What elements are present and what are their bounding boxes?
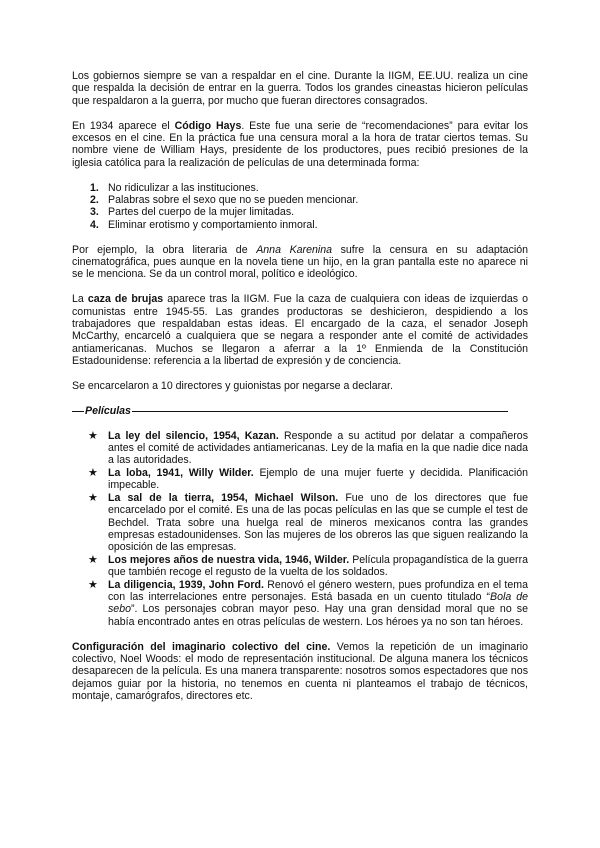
term-caza-de-brujas: caza de brujas <box>87 293 164 306</box>
list-text: No ridiculizar a las instituciones. <box>108 181 259 194</box>
list-item <box>72 194 528 206</box>
list-number: 4. <box>90 218 99 231</box>
star-bullet-icon: ★ <box>88 553 98 566</box>
section-title: Películas <box>85 404 131 417</box>
text-run: La <box>72 293 88 306</box>
film-title: La ley del silencio, 1954, Kazan. <box>108 429 279 442</box>
list-item <box>72 182 528 194</box>
list-number: 2. <box>90 194 99 207</box>
hays-rules-list <box>72 182 528 232</box>
film-item <box>72 554 528 579</box>
list-number: 1. <box>90 181 99 194</box>
film-title: La sal de la tierra, 1954, Michael Wilson. <box>108 491 339 504</box>
text-run: Vemos la repetición de un imaginario colectivo, Noel Woods: el modo de representación institucional. De alguna manera los técnicos desaparecen de la película. Es una manera transparente: nosotros somos espectadores que nos dejamos guiar por la historia, no tenemos en cuenta ni planteamos el trabajo de técnicos, montaje, camarógrafos, directores etc. <box>72 640 528 703</box>
paragraph-hays-code <box>72 120 528 170</box>
star-bullet-icon: ★ <box>88 491 98 504</box>
paragraph-anna-karenina <box>72 244 528 281</box>
paragraph-wartime-cinema: Los gobiernos siempre se van a respaldar en el cine. Durante la IIGM, EE.UU. realiza un cine que respalda la decisión de entrar en la guerra. Todos los grandes cineastas hicieron películas que respaldaron a la guerra, por mucho que fueran directores consagrados. <box>72 70 528 107</box>
film-item <box>72 467 528 492</box>
star-bullet-icon: ★ <box>88 466 98 479</box>
film-item <box>72 579 528 629</box>
list-item <box>72 206 528 218</box>
list-item <box>72 219 528 231</box>
text-run: sufre la censura en su adaptación cinematográfica, pues aunque en la novela tiene un hijo, en la gran pantalla este no aparece ni se le menciona. Se da un control moral, político e ideológico. <box>72 243 529 281</box>
paragraph-collective-imaginary <box>72 641 528 703</box>
paragraph-witch-hunt <box>72 293 528 367</box>
text-run: Por ejemplo, la obra literaria de <box>72 243 257 256</box>
film-description: Fue uno de los directores que fue encarcelado por el comité. Es una de las pocas películas en las que se cumple el test de Bechdel. Trata sobre una huelga real de mineros mexicanos contra las grandes empresas estadounidenses. Son las mujeres de los obreros las que siguen realizando la oposición de las empresas. <box>108 491 528 554</box>
film-item <box>72 430 528 467</box>
list-text: Partes del cuerpo de la mujer limitadas. <box>108 206 295 219</box>
film-description: ”. Los personajes cobran mayor peso. Hay una gran densidad moral que no se había encontrado antes en otras películas de western. Los héroes ya no son tan héroes. <box>108 603 528 628</box>
text-run: En 1934 aparece el <box>72 119 175 132</box>
text-run: aparece tras la IIGM. Fue la caza de cualquiera con ideas de izquierdas o comunistas entre 1945-55. Las grandes productoras se deshicieron, despidiendo a los trabajadores que respaldaban estas ideas. El encargado de la caza, el senador Joseph McCarthy, encarceló a cualquiera que se negara a responder ante el comité de actividades antiamericanas. Muchos se llegaron a aferrar a la 1º Enmienda de la Constitución Estadounidense: referencia a la libertad de expresión y de conciencia. <box>72 293 529 368</box>
star-bullet-icon: ★ <box>88 578 98 591</box>
title-bola-de-sebo: Bola de sebo <box>108 590 528 616</box>
heading-rule-left <box>72 411 84 412</box>
term-configuracion-imaginario: Configuración del imaginario colectivo del cine. <box>72 640 331 653</box>
term-codigo-hays: Código Hays <box>174 119 242 132</box>
section-heading-peliculas <box>72 405 528 417</box>
title-anna-karenina: Anna Karenina <box>256 243 332 256</box>
film-description: Ejemplo de una mujer fuerte y decidida. Planificación impecable. <box>108 466 528 492</box>
list-text: Palabras sobre el sexo que no se pueden mencionar. <box>108 194 359 207</box>
heading-rule-right <box>132 411 508 412</box>
film-description: Renovó el género western, pues profundiza en el tema con las interrelaciones entre personajes. Está basada en un cuento titulado “ <box>108 578 528 603</box>
text-run: . Este fue una serie de “recomendaciones” para evitar los excesos en el cine. En la práctica fue una censura moral a la hora de tratar ciertos temas. Su nombre viene de William Hays, presidente de los productores, pues recibió presiones de la iglesia católica para la realización de películas de una determinada forma: <box>72 119 529 169</box>
film-description: Responde a su actitud por delatar a compañeros antes el comité de actividades antiamericanas. Ley de la mafia en la que nadie dice nada a las autoridades. <box>108 429 528 467</box>
film-title: La loba, 1941, Willy Wilder. <box>108 466 254 479</box>
film-item <box>72 492 528 554</box>
films-list <box>72 430 528 629</box>
list-number: 3. <box>90 206 99 219</box>
paragraph-imprisoned: Se encarcelaron a 10 directores y guionistas por negarse a declarar. <box>72 380 393 393</box>
film-title: Los mejores años de nuestra vida, 1946, Wilder. <box>108 553 350 566</box>
list-text: Eliminar erotismo y comportamiento inmoral. <box>108 218 318 231</box>
film-description: Película propagandística de la guerra que también recoge el regusto de la vuelta de los soldados. <box>108 553 528 579</box>
film-title: La diligencia, 1939, John Ford. <box>108 578 264 591</box>
star-bullet-icon: ★ <box>88 429 98 442</box>
